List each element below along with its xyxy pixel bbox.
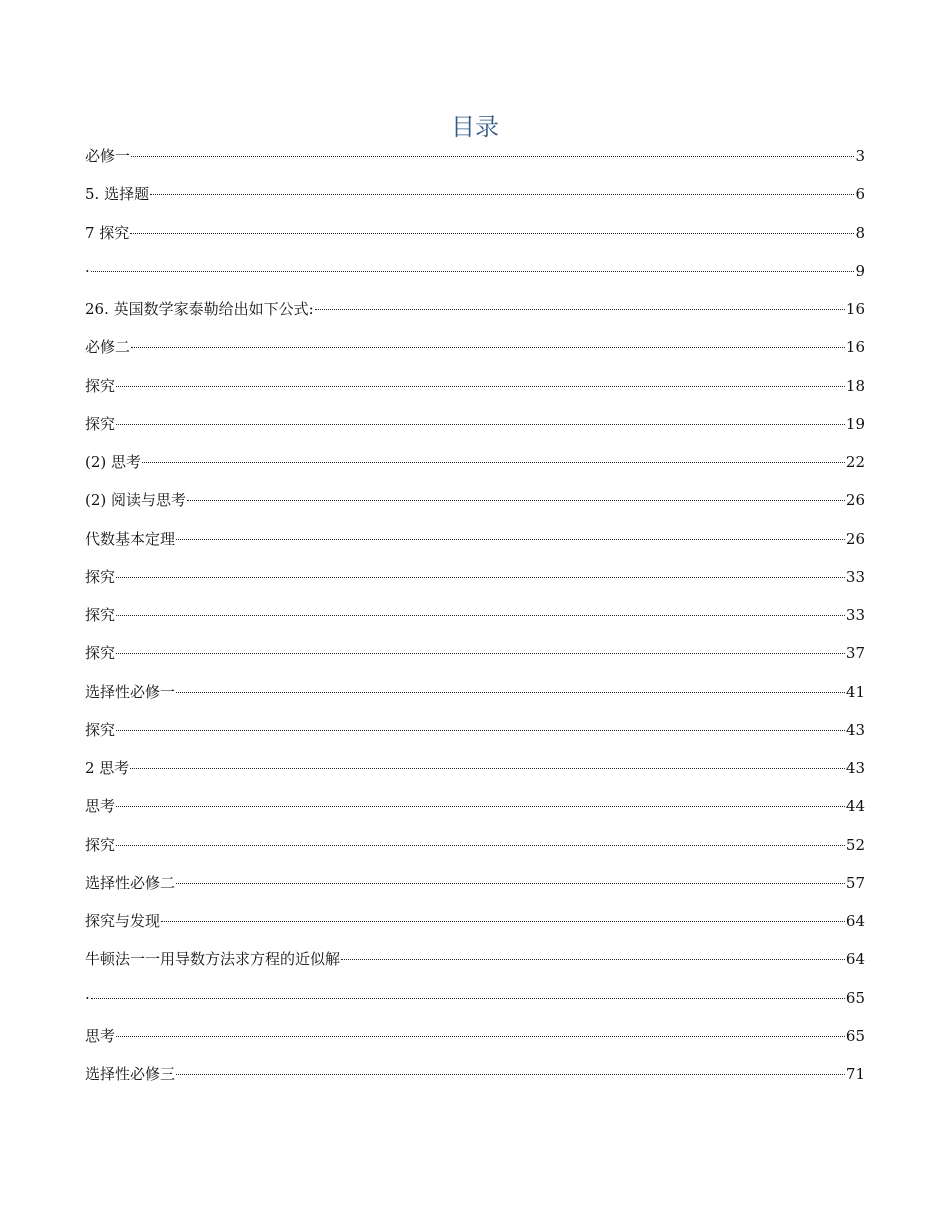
- toc-page-number: 37: [845, 644, 865, 663]
- toc-entry-text: 必修一: [85, 147, 131, 165]
- toc-page-number: 65: [845, 988, 865, 1007]
- toc-entry-text: 牛顿法一一用导数方法求方程的近似解: [85, 950, 341, 969]
- toc-entry-text: 2 思考: [85, 759, 130, 777]
- toc-entry[interactable]: [85, 640, 865, 678]
- toc-entry[interactable]: [85, 1023, 865, 1061]
- toc-entry[interactable]: [85, 946, 865, 984]
- toc-dot-leader: [130, 233, 854, 234]
- toc-page-number: 18: [845, 376, 865, 395]
- toc-entry-text: 探究: [85, 606, 116, 624]
- toc-entry-text: 探究: [85, 567, 116, 586]
- toc-entry[interactable]: [85, 143, 865, 181]
- toc-page-number: 9: [855, 261, 865, 280]
- toc-page-number: 43: [845, 720, 865, 739]
- toc-entry[interactable]: [85, 870, 865, 908]
- toc-dot-leader: [116, 386, 845, 387]
- toc-page-number: 71: [845, 1065, 865, 1083]
- toc-page-number: 57: [845, 873, 865, 892]
- toc-page-number: 52: [845, 835, 865, 854]
- toc-entry[interactable]: [85, 181, 865, 219]
- toc-entry[interactable]: [85, 1061, 865, 1099]
- toc-dot-leader: [341, 959, 845, 960]
- toc-dot-leader: [116, 1036, 845, 1037]
- toc-entry-text: 思考: [85, 1026, 116, 1045]
- toc-dot-leader: [116, 845, 845, 846]
- toc-entry[interactable]: [85, 334, 865, 372]
- toc-list: [85, 143, 865, 1099]
- toc-entry[interactable]: [85, 258, 865, 296]
- toc-dot-leader: [315, 309, 845, 310]
- toc-entry[interactable]: [85, 793, 865, 831]
- toc-entry-text: 必修二: [85, 338, 131, 357]
- toc-dot-leader: [91, 998, 845, 999]
- toc-page-number: 6: [855, 185, 865, 204]
- toc-dot-leader: [116, 424, 845, 425]
- toc-page-number: 33: [845, 606, 865, 624]
- toc-entry[interactable]: [85, 373, 865, 411]
- toc-dot-leader: [176, 883, 845, 884]
- toc-entry-text: 探究: [85, 835, 116, 854]
- toc-entry[interactable]: [85, 526, 865, 564]
- toc-entry[interactable]: [85, 602, 865, 640]
- toc-entry-text: ·: [85, 261, 90, 280]
- toc-entry-text: 探究: [85, 376, 116, 395]
- toc-entry[interactable]: [85, 717, 865, 755]
- toc-entry-text: 思考: [85, 797, 116, 816]
- toc-page-number: 26: [845, 529, 865, 548]
- toc-entry-text: 探究: [85, 414, 116, 433]
- toc-dot-leader: [176, 692, 845, 693]
- toc-page-number: 26: [845, 491, 865, 510]
- toc-page-number: 43: [845, 759, 865, 777]
- toc-dot-leader: [176, 539, 845, 540]
- toc-page-number: 3: [855, 147, 865, 165]
- toc-entry[interactable]: [85, 564, 865, 602]
- toc-page-number: 64: [845, 950, 865, 969]
- toc-page-number: 16: [845, 338, 865, 357]
- toc-dot-leader: [131, 347, 845, 348]
- toc-entry-text: 代数基本定理: [85, 529, 176, 548]
- toc-entry[interactable]: [85, 679, 865, 717]
- toc-dot-leader: [116, 653, 845, 654]
- toc-dot-leader: [176, 1074, 845, 1075]
- toc-entry-text: 探究与发现: [85, 912, 161, 930]
- toc-dot-leader: [142, 462, 845, 463]
- toc-dot-leader: [116, 615, 845, 616]
- toc-entry-text: 探究: [85, 644, 116, 663]
- toc-entry-text: 7 探究: [85, 223, 130, 242]
- toc-page-number: 19: [845, 414, 865, 433]
- toc-entry-text: ·: [85, 988, 90, 1007]
- toc-entry[interactable]: [85, 411, 865, 449]
- toc-page-number: 16: [845, 300, 865, 318]
- toc-page-number: 22: [845, 453, 865, 471]
- toc-entry[interactable]: [85, 296, 865, 334]
- toc-dot-leader: [187, 500, 845, 501]
- toc-entry-text: 探究: [85, 720, 116, 739]
- toc-page-number: 44: [845, 797, 865, 816]
- toc-dot-leader: [131, 156, 854, 157]
- toc-entry-text: (2) 思考: [85, 453, 142, 471]
- toc-entry[interactable]: [85, 985, 865, 1023]
- toc-entry[interactable]: [85, 449, 865, 487]
- toc-dot-leader: [150, 194, 854, 195]
- toc-entry[interactable]: [85, 832, 865, 870]
- toc-entry[interactable]: [85, 908, 865, 946]
- toc-entry-text: 26. 英国数学家泰勒给出如下公式:: [85, 300, 314, 318]
- toc-entry-text: (2) 阅读与思考: [85, 491, 187, 510]
- toc-entry-text: 选择性必修三: [85, 1065, 176, 1083]
- toc-page-number: 33: [845, 567, 865, 586]
- toc-entry[interactable]: [85, 487, 865, 525]
- toc-dot-leader: [116, 806, 845, 807]
- toc-dot-leader: [161, 921, 845, 922]
- toc-page-number: 65: [845, 1026, 865, 1045]
- toc-dot-leader: [91, 271, 855, 272]
- toc-entry[interactable]: [85, 755, 865, 793]
- toc-entry[interactable]: [85, 220, 865, 258]
- toc-title: 目录: [451, 113, 499, 141]
- toc-dot-leader: [116, 730, 845, 731]
- toc-dot-leader: [130, 768, 845, 769]
- toc-entry-text: 选择性必修一: [85, 682, 176, 701]
- toc-entry-text: 选择性必修二: [85, 873, 176, 892]
- toc-page-number: 64: [845, 912, 865, 930]
- toc-page-number: 41: [845, 682, 865, 701]
- toc-page-number: 8: [855, 223, 865, 242]
- toc-dot-leader: [116, 577, 845, 578]
- toc-entry-text: 5. 选择题: [85, 185, 150, 204]
